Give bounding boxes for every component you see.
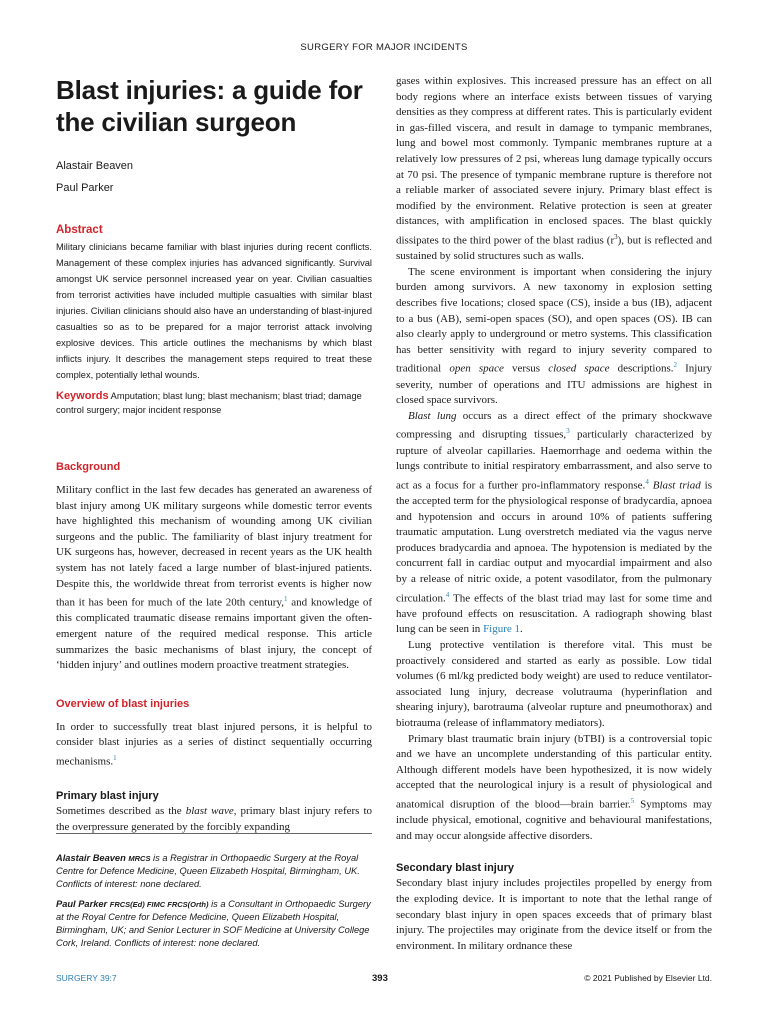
background-paragraph: Military conflict in the last few decades has generated an awareness of blast injury among UK military surgeons while domestic terror events have highlighted this mechanism of wounding among UK civilian surgeons and the public. The familiarity of blast injury treatment for UK surgeons has, however, decreased in recent years as the UK health system has not lately faced a large number of blast-injured patients. Despite this, the worldwide threat from terrorist events is higher now than it has been for much of the late 20th century,$^1$ and knowledge of this complicated traumatic disease remains important given the often-emergent nature of the required medical response. This article summarizes the basic mechanisms of blast injury, the concept of ‘hidden injury’ and outlines modern proactive treatment strategies. xyxy=(56,484,372,672)
left-column xyxy=(56,74,372,835)
primary-blast-continued: gases within explosives. This increased pressure has an effect on all body regions where an interface exists between tissues of varying densities as they compress at different rates. This is particularly evident in gas-filled viscera, and result in damage to tympanic membranes, lung and bowel most commonly. Tympanic membranes rupture at a relatively low pressures of 2 psi, whereas lung damage typically occurs at 70 psi. The presence of tympanic membrane rupture is therefore not a reliable marker of associated severe injury. Primary blast effect is modified by the environment. Relative protection is seen at greater distances, with amplification in enclosed spaces. The blast quickly dissipates to the third power of the blast radius $(r^3)$, but is reflected and sustained by solid structures such as walls. xyxy=(396,75,713,263)
article-title: Blast injuries: a guide for the civilian surgeon xyxy=(56,75,363,137)
ref-link[interactable]: 3 xyxy=(566,427,570,436)
ref-link[interactable]: 1 xyxy=(113,753,117,762)
figure-1-link[interactable]: Figure 1 xyxy=(483,623,521,636)
secondary-blast-paragraph: Secondary blast injury includes projectiles propelled by energy from the exploding device. It is important to note that the lethal range of secondary blast injury in open spaces exceeds that of primary blast injury. The projectiles may originate from the device itself or from the environment. In military ordnance these xyxy=(396,877,712,952)
overview-heading: Overview of blast injuries xyxy=(56,697,190,710)
abstract-heading: Abstract xyxy=(56,224,103,236)
lung-ventilation-paragraph: Lung protective ventilation is therefore vital. This must be proactively considered and started as early as possible. Low tidal volumes (6 ml/kg predicted body weight) are used to reduce ventilator-associated lung injury, decrease volutrauma (hyperinflation and shearing injury), barotrauma (alveolar rupture and pneumothorax) and biotrauma (release of inflammatory mediators). xyxy=(396,639,712,730)
blast-lung-paragraph: Blast lung occurs as a direct effect of the primary shockwave compressing and disrupting tissues,$^3$ particularly characterized by rupture of alveolar capillaries. Haemorrhage and oedema within the lungs contribute to initial respiratory embarrassment, and also serve to act as a focus for a further pro-inflammatory response.$^4$ Blast triad is the accepted term for the physiological response of bradycardia, apnoea and hypotension and occurs in around 10% of patients suffering traumatic amputation. Lung overstretch mediated via the vagus nerve produces bradycardia and apnoea. The hypotension is mediated by the concurrent fall in cardiac output and myocardial impairment and also by a release of nitric oxide, a potent vasodilator, from the pulmonary circulation.$^4$ The effects of the blast triad may last for some time and have profound effects on resuscitation. A radiograph showing blast lung can be seen in Figure 1. xyxy=(396,409,713,636)
background-heading: Background xyxy=(56,461,121,473)
abstract-text: Military clinicians became familiar with blast injuries during recent conflicts. Management of these complex injuries has advanced significantly. Survival amongst UK service personnel increased year on year. Civilian casualties from terrorist activities have included multiple casualties with similar blast injuries. Civilian clinicians should also have an understanding of blast-injured casualties so as to be prepared for a major terrorist attack involving explosive devices. This article outlines the mechanisms by which blast inflicts injury. It describes the management steps required to treat these complex, potentially lethal wounds. xyxy=(56,242,372,380)
journal-citation: SURGERY 39:7 xyxy=(56,973,117,983)
primary-blast-paragraph: Sometimes described as the blast wave, primary blast injury refers to the overpressure generated by the forcibly expanding xyxy=(56,805,373,833)
keywords-list: Amputation; blast lung; blast mechanism; blast triad; damage control surgery; major incident response xyxy=(56,391,362,415)
scene-environment-paragraph: The scene environment is important when considering the injury burden among survivors. A new taxonomy in explosion setting describes five locations; closed space (CS), inside a bus (IB), adjacent to a bus (AB), semi-open spaces (SO), and open spaces (OS). IB can also clearly apply to underground or metro systems. This classification has better sensitivity with regard to injury severity compared to traditional open space versus closed space descriptions.$^2$ Injury severity, number of operations and ITU admissions are highest in closed space survivors. xyxy=(396,265,712,407)
ref-link[interactable]: 2 xyxy=(673,361,677,370)
author-note-1: Alastair Beaven MRCS is a Registrar in Orthopaedic Surgery at the Royal Centre for Defence Medicine, Queen Elizabeth Hospital, Birmingham, UK. Conflicts of interest: none declared. xyxy=(56,853,360,889)
ref-link[interactable]: 1 xyxy=(284,595,288,604)
keywords xyxy=(56,389,372,417)
ref-link[interactable]: 5 xyxy=(630,797,635,805)
author-notes xyxy=(56,852,372,957)
copyright: © 2021 Published by Elsevier Ltd. xyxy=(584,973,712,983)
footnote-divider xyxy=(56,833,372,834)
primary-blast-heading: Primary blast injury xyxy=(56,790,159,803)
page-number: 393 xyxy=(372,973,388,984)
ref-link[interactable]: 4 xyxy=(445,590,450,599)
secondary-blast-heading: Secondary blast injury xyxy=(396,862,514,875)
btbi-paragraph: Primary blast traumatic brain injury (bTBI) is a controversial topic and we have an uncomplete understanding of this particular entity. Although different models have been hypothesized, it is now widely accepted that the neurological injury is a result of physiological and anatomical disruption of the blood—brain barrier.$^5$ Symptoms may include physical, emotional, cognitive and behavioural manifestations, and may occur alongside affective disorders. xyxy=(396,732,712,842)
author-2: Paul Parker xyxy=(56,182,114,194)
ref-link[interactable]: 4 xyxy=(645,477,649,486)
right-column xyxy=(396,74,712,954)
running-header: SURGERY FOR MAJOR INCIDENTS xyxy=(300,42,468,53)
author-1: Alastair Beaven xyxy=(56,160,134,172)
overview-paragraph: In order to successfully treat blast injured persons, it is helpful to consider blast injuries as a series of distinct sequentially occurring mechanisms.$^1$ xyxy=(56,720,372,768)
keywords-label: Keywords xyxy=(56,390,109,402)
author-note-2: Paul Parker FRCS(Ed) FIMC FRCS(Orth) is a Consultant in Orthopaedic Surgery at the Royal Centre for Defence Medicine, Queen Elizabeth Hospital, Birmingham, UK; and Senior Lecturer in SOF Medicine at University College Cork, Ireland. Conflicts of interest: none declared. xyxy=(56,899,371,948)
